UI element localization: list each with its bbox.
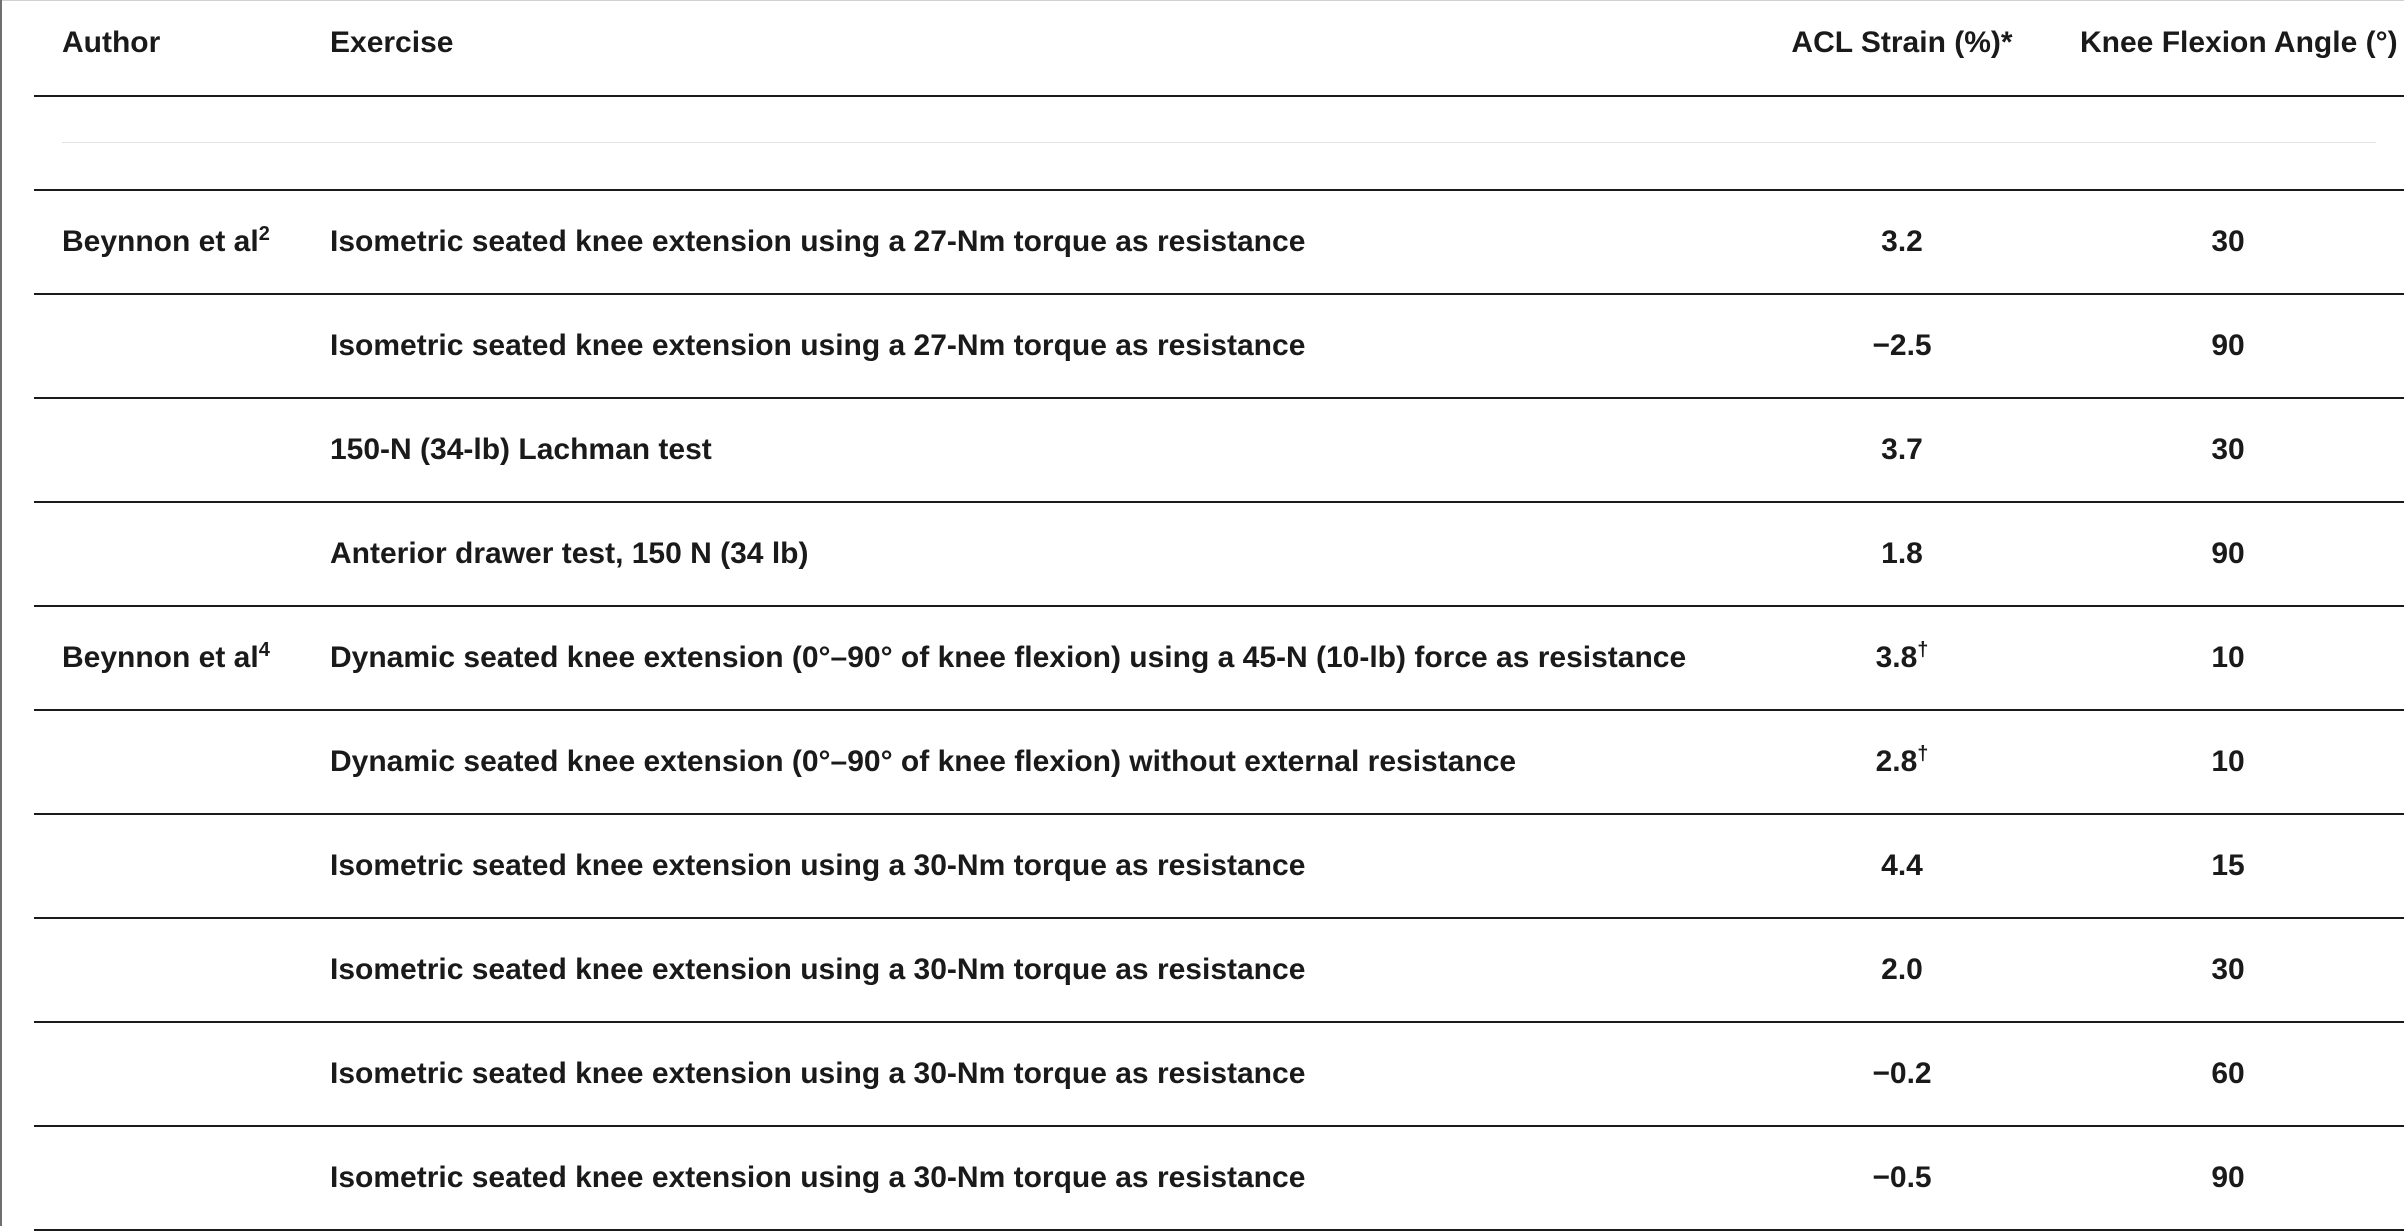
knee-flexion-angle-cell: 30: [2211, 225, 2245, 258]
exercise-cell: Isometric seated knee extension using a 30-Nm torque as resistance: [330, 1057, 1306, 1090]
table-row: [34, 1022, 2404, 1126]
acl-strain-cell: [1752, 502, 2052, 606]
table-row: [34, 606, 2404, 710]
header-author: Author: [62, 25, 161, 59]
exercise-cell: Isometric seated knee extension using a 27-Nm torque as resistance: [330, 225, 1306, 258]
exercise-cell: 150-N (34-lb) Lachman test: [330, 433, 712, 466]
table-row: [34, 814, 2404, 918]
author-reference: 4: [258, 639, 270, 661]
exercise-cell: Anterior drawer test, 150 N (34 lb): [330, 537, 809, 570]
author-cell: [34, 502, 302, 606]
acl-strain-value: 4.4: [1881, 849, 1923, 882]
table-row: [34, 1126, 2404, 1230]
spacer-row: [34, 96, 2404, 190]
table-body: [34, 96, 2404, 1230]
knee-flexion-angle-cell: 90: [2211, 537, 2245, 570]
author-cell: [34, 398, 302, 502]
acl-strain-value: −2.5: [1872, 329, 1932, 362]
knee-flexion-angle-cell: 90: [2211, 329, 2245, 362]
data-table: [34, 0, 2404, 1231]
exercise-cell: Isometric seated knee extension using a 30-Nm torque as resistance: [330, 849, 1306, 882]
acl-strain-value: 2.8: [1875, 745, 1918, 778]
acl-strain-value: 2.0: [1881, 953, 1923, 986]
author-cell: [34, 814, 302, 918]
acl-strain-value: 3.8: [1875, 641, 1918, 674]
acl-strain-cell: [1752, 710, 2052, 814]
knee-flexion-angle-cell: 90: [2211, 1161, 2245, 1194]
acl-strain-footnote-mark: †: [1917, 743, 1929, 765]
author-cell: [34, 190, 302, 294]
acl-strain-value: 3.7: [1881, 433, 1923, 466]
table-header: [34, 0, 2404, 96]
table-row: [34, 398, 2404, 502]
exercise-cell: Isometric seated knee extension using a 30-Nm torque as resistance: [330, 1161, 1306, 1194]
acl-strain-cell: [1752, 606, 2052, 710]
acl-strain-cell: [1752, 190, 2052, 294]
author-reference: 2: [258, 223, 270, 245]
author-cell: [34, 606, 302, 710]
exercise-cell: Dynamic seated knee extension (0°–90° of knee flexion) without external resistance: [330, 745, 1517, 778]
spacer-divider: [62, 142, 2376, 143]
acl-strain-cell: [1752, 918, 2052, 1022]
acl-strain-value: 3.2: [1881, 225, 1923, 258]
knee-flexion-angle-cell: 10: [2211, 745, 2245, 778]
knee-flexion-angle-cell: 10: [2211, 641, 2245, 674]
author-name: Beynnon et al: [62, 641, 259, 674]
acl-strain-table: [34, 0, 2404, 1231]
header-acl-strain: ACL Strain (%)*: [1791, 25, 2013, 59]
acl-strain-footnote-mark: †: [1917, 639, 1929, 661]
acl-strain-value: −0.5: [1872, 1161, 1932, 1194]
spacer-cell: [34, 96, 2404, 190]
acl-strain-value: −0.2: [1872, 1057, 1932, 1090]
knee-flexion-angle-cell: 30: [2211, 953, 2245, 986]
exercise-cell: Dynamic seated knee extension (0°–90° of knee flexion) using a 45-N (10-lb) force as resistance: [330, 641, 1687, 674]
author-name: Beynnon et al: [62, 225, 259, 258]
author-cell: [34, 294, 302, 398]
author-cell: [34, 1022, 302, 1126]
table-row: [34, 918, 2404, 1022]
acl-strain-cell: [1752, 1126, 2052, 1230]
header-row: [34, 0, 2404, 96]
table-row: [34, 502, 2404, 606]
acl-strain-cell: [1752, 814, 2052, 918]
table-row: [34, 294, 2404, 398]
author-cell: [34, 918, 302, 1022]
acl-strain-value: 1.8: [1881, 537, 1923, 570]
table-row: [34, 710, 2404, 814]
left-border: [0, 0, 2, 1226]
author-cell: [34, 1126, 302, 1230]
header-knee-flexion-angle: Knee Flexion Angle (°): [2080, 25, 2398, 59]
knee-flexion-angle-cell: 30: [2211, 433, 2245, 466]
acl-strain-cell: [1752, 398, 2052, 502]
acl-strain-cell: [1752, 294, 2052, 398]
table-row: [34, 190, 2404, 294]
acl-strain-cell: [1752, 1022, 2052, 1126]
knee-flexion-angle-cell: 15: [2211, 849, 2245, 882]
exercise-cell: Isometric seated knee extension using a 30-Nm torque as resistance: [330, 953, 1306, 986]
exercise-cell: Isometric seated knee extension using a 27-Nm torque as resistance: [330, 329, 1306, 362]
author-cell: [34, 710, 302, 814]
knee-flexion-angle-cell: 60: [2211, 1057, 2245, 1090]
header-exercise: Exercise: [330, 25, 454, 59]
